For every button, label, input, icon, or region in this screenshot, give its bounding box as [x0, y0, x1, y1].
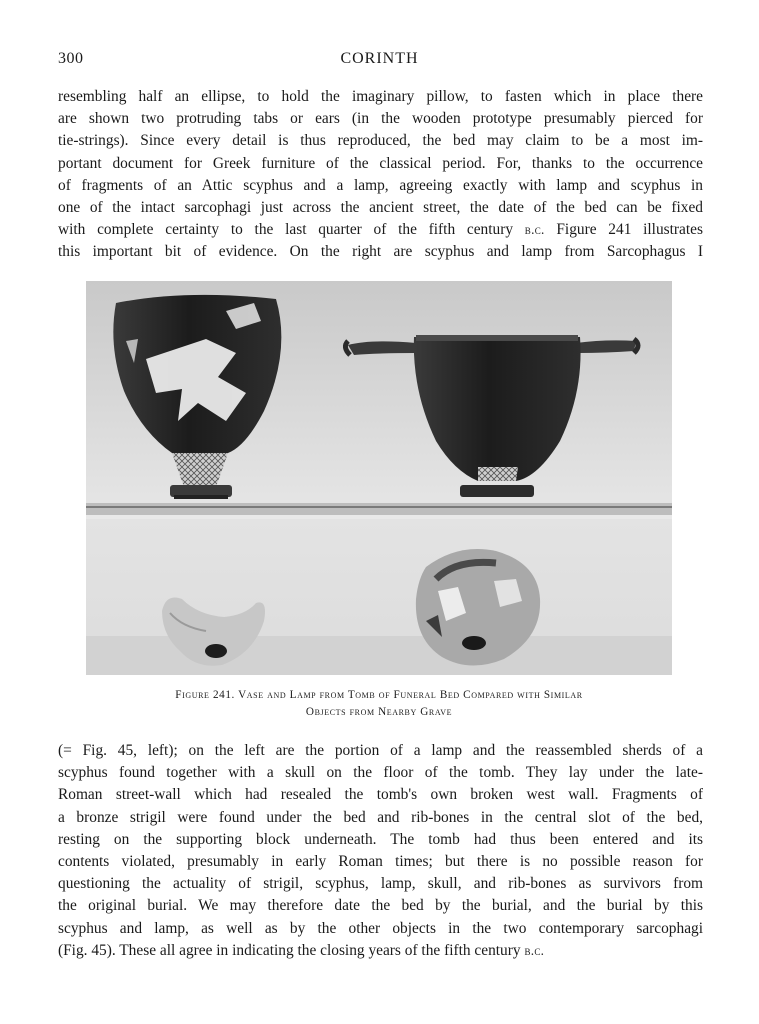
text-segment: with complete certainty to the last quarter of the fifth century: [58, 221, 514, 239]
bc-abbreviation: b.c.: [524, 222, 545, 238]
caption-line: Objects from Nearby Grave: [305, 706, 453, 718]
text-line: questioning the actuality of strigil, scyphus, lamp, skull, and rib-bones as survivors from: [58, 875, 703, 893]
text-segment: (Fig. 45). These all agree in indicating the closing years of the fifth century: [58, 941, 521, 959]
text-line: tie-strings). Since every detail is thus reproduced, the bed may claim to be a most im-: [58, 132, 703, 150]
figure-caption: [86, 687, 672, 721]
text-line-with-date: [58, 219, 703, 241]
text-line: a bronze strigil were found under the bed and rib-bones in the central slot of the bed,: [58, 808, 703, 826]
running-head: [58, 50, 701, 70]
text-line: scyphus and lamp, as well as by the other objects in the two contemporary sarcophagi: [58, 919, 703, 937]
photo-illustration: [86, 281, 672, 675]
caption-line: Figure 241. Vase and Lamp from Tomb of Funeral Bed Compared with Similar: [175, 689, 583, 701]
text-line-with-date: [58, 940, 703, 962]
text-line: portant document for Greek furniture of the classical period. For, thanks to the occurrence: [58, 154, 703, 172]
text-line: are shown two protruding tabs or ears (in the wooden prototype presumably pierced for: [58, 110, 703, 128]
text-segment: Figure 241 illustrates: [556, 221, 703, 239]
bc-abbreviation: b.c.: [524, 942, 545, 958]
running-title: CORINTH: [340, 50, 419, 67]
top-paragraph: [58, 86, 703, 264]
text-line: scyphus found together with a skull on the floor of the tomb. They lay under the late-: [58, 764, 703, 782]
text-line: this important bit of evidence. On the right are scyphus and lamp from Sarcophagus I: [58, 243, 703, 261]
page-number: 300: [58, 50, 84, 67]
bottom-paragraph: [58, 740, 703, 962]
text-line: contents violated, presumably in early Roman times; but there is no possible reason for: [58, 852, 703, 870]
text-line: resting on the supporting block underneath. The tomb had thus been entered and its: [58, 830, 703, 848]
figure-photograph: [86, 281, 672, 675]
text-line: (= Fig. 45, left); on the left are the portion of a lamp and the reassembled sherds of a: [58, 742, 703, 759]
text-line: one of the intact sarcophagi just across the ancient street, the date of the bed can be fixed: [58, 198, 703, 216]
text-line: the original burial. We may therefore date the bed by the burial, and the burial by this: [58, 897, 703, 915]
text-line: resembling half an ellipse, to hold the imaginary pillow, to fasten which in place there: [58, 88, 703, 105]
text-line: of fragments of an Attic scyphus and a lamp, agreeing exactly with lamp and scyphus in: [58, 176, 703, 194]
text-line: Roman street-wall which had resealed the tomb's own broken west wall. Fragments of: [58, 786, 703, 804]
